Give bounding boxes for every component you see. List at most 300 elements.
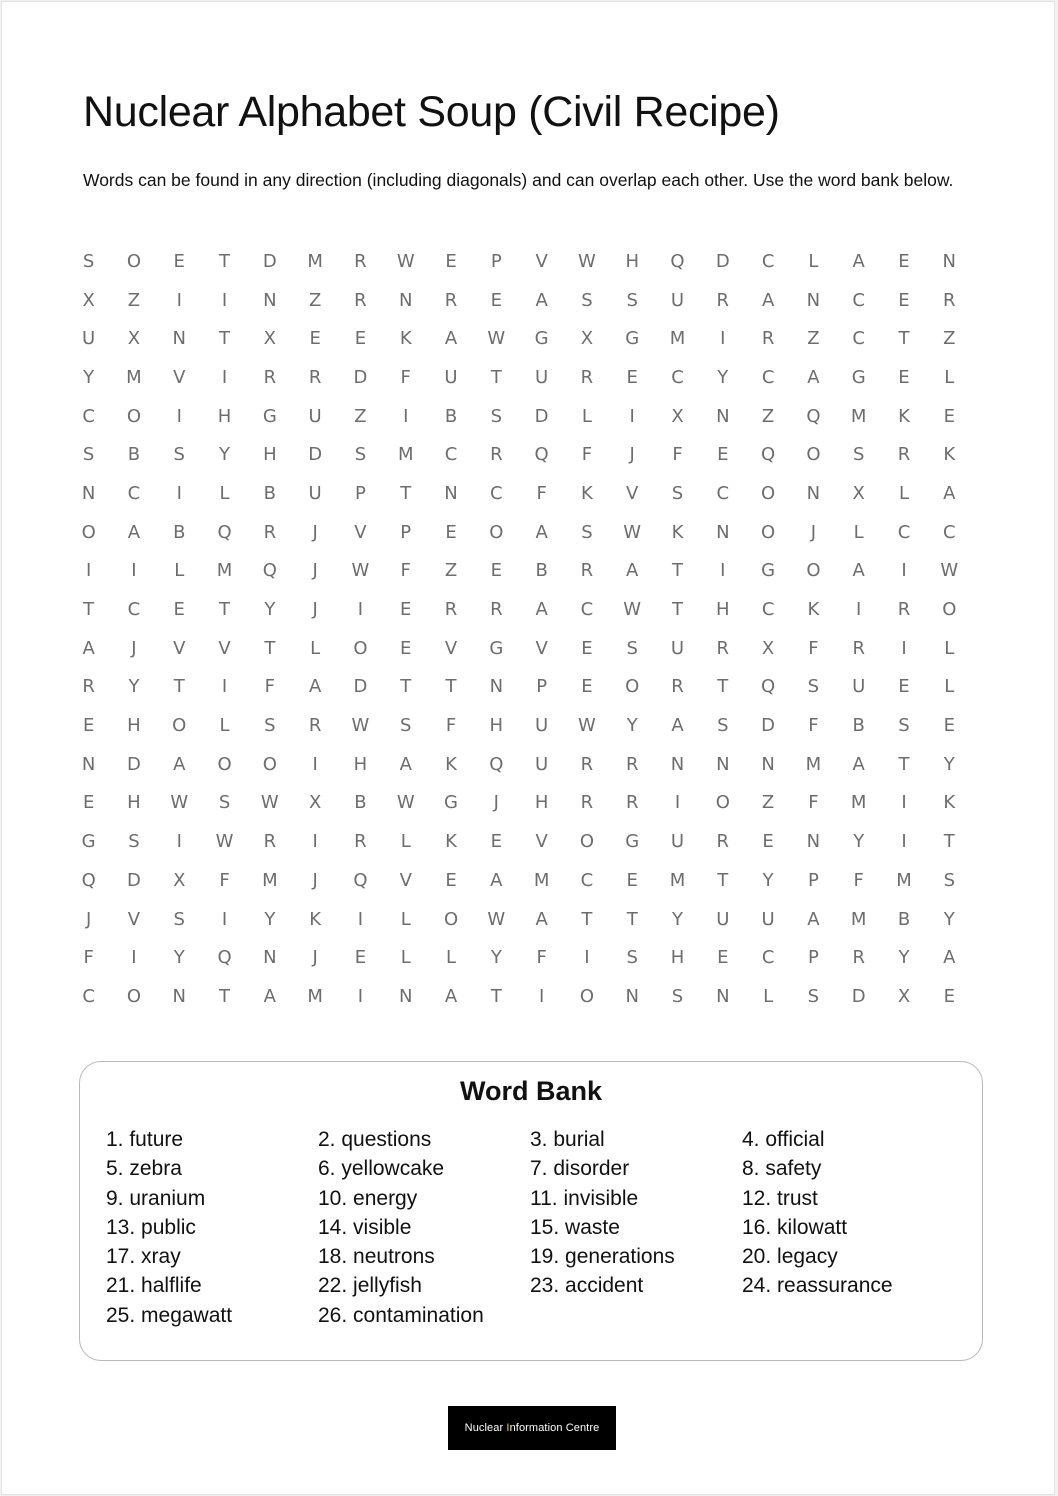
grid-letter: W [260, 792, 279, 814]
grid-letter: E [82, 715, 95, 737]
grid-letter: R [354, 289, 367, 311]
grid-letter: A [490, 869, 503, 891]
grid-letter: S [82, 250, 95, 272]
grid-letter: M [533, 869, 550, 891]
grid-letter: D [851, 985, 866, 1007]
grid-letter: H [263, 444, 277, 466]
grid-letter: V [399, 869, 412, 891]
grid-letter: I [629, 405, 635, 427]
grid-letter: F [400, 560, 411, 582]
grid-letter: N [263, 289, 277, 311]
grid-letter: H [353, 753, 368, 775]
grid-letter: S [626, 947, 638, 969]
grid-letter: E [490, 289, 502, 311]
grid-letter: E [898, 366, 910, 388]
grid-letter: O [126, 985, 142, 1007]
grid-letter: I [720, 560, 726, 582]
grid-letter: S [898, 715, 910, 737]
grid-letter: N [263, 947, 277, 969]
grid-letter: Y [490, 947, 502, 969]
grid-letter: Y [672, 908, 683, 930]
grid-letter: N [489, 676, 504, 698]
grid-letter: S [128, 831, 140, 853]
grid-letter: U [444, 366, 458, 388]
grid-letter: N [806, 482, 821, 504]
grid-letter: O [579, 831, 594, 853]
grid-letter: F [219, 869, 230, 891]
grid-letter: A [852, 560, 865, 582]
grid-letter: G [81, 831, 96, 853]
grid-letter: L [944, 676, 955, 698]
grid-letter: I [312, 753, 318, 775]
grid-letter: A [444, 328, 458, 350]
grid-letter: X [671, 405, 684, 427]
word-bank-item: 18. neutrons [318, 1245, 435, 1269]
grid-letter: I [901, 560, 907, 582]
grid-letter: E [490, 831, 502, 853]
word-bank-item: 21. halflife [106, 1274, 202, 1298]
grid-letter: K [898, 405, 910, 427]
grid-letter: E [445, 250, 457, 272]
grid-letter: Y [264, 599, 276, 621]
grid-letter: R [671, 676, 684, 698]
grid-letter: I [357, 908, 364, 930]
grid-letter: B [444, 405, 458, 427]
grid-letter: S [490, 405, 503, 427]
grid-letter: R [943, 289, 956, 311]
grid-letter: E [445, 869, 457, 891]
grid-letter: R [716, 289, 730, 311]
grid-letter: I [720, 328, 726, 350]
grid-letter: S [581, 289, 593, 311]
grid-letter: A [807, 908, 820, 930]
grid-letter: A [852, 250, 865, 272]
grid-letter: I [538, 985, 545, 1007]
grid-letter: U [670, 637, 685, 659]
grid-letter: W [940, 560, 959, 582]
word-bank-item: 26. contamination [318, 1303, 484, 1327]
grid-letter: G [851, 366, 866, 388]
grid-letter: R [82, 676, 95, 698]
word-bank-item: 16. kilowatt [742, 1215, 848, 1239]
grid-letter: K [671, 521, 684, 543]
grid-letter: D [534, 405, 549, 427]
grid-letter: I [312, 831, 318, 853]
grid-letter: U [535, 715, 549, 737]
grid-letter: I [357, 985, 364, 1007]
grid-letter: N [806, 289, 821, 311]
grid-letter: U [852, 676, 866, 698]
grid-letter: A [671, 715, 684, 737]
grid-letter: R [761, 328, 775, 350]
grid-letter: O [443, 908, 459, 930]
grid-letter: A [173, 753, 186, 775]
grid-letter: Q [353, 869, 368, 891]
grid-letter: H [670, 947, 685, 969]
grid-letter: T [490, 985, 502, 1007]
grid-letter: O [353, 637, 368, 659]
grid-letter: E [173, 250, 185, 272]
grid-letter: W [623, 599, 642, 621]
grid-letter: M [850, 792, 867, 814]
grid-letter: P [536, 676, 548, 698]
word-bank-item: 2. questions [318, 1128, 432, 1151]
grid-letter: W [487, 328, 506, 350]
grid-letter: A [444, 985, 458, 1007]
grid-letter: N [172, 328, 186, 350]
grid-letter: R [308, 366, 322, 388]
grid-letter: B [127, 444, 141, 466]
grid-letter: H [625, 250, 639, 272]
grid-letter: G [761, 560, 776, 582]
grid-letter: T [898, 328, 910, 350]
grid-letter: F [400, 366, 411, 388]
grid-letter: B [263, 482, 277, 504]
grid-letter: O [761, 482, 776, 504]
grid-letter: D [353, 366, 368, 388]
grid-letter: O [217, 753, 232, 775]
grid-letter: Y [717, 366, 729, 388]
grid-letter: I [221, 289, 228, 311]
grid-letter: F [581, 444, 593, 466]
grid-letter: R [580, 792, 594, 814]
grid-letter: J [312, 947, 318, 969]
grid-letter: H [127, 792, 141, 814]
grid-letter: S [264, 715, 276, 737]
grid-letter: O [806, 560, 821, 582]
grid-letter: R [625, 792, 639, 814]
word-bank-panel [79, 1061, 983, 1361]
grid-letter: K [445, 831, 457, 853]
grid-letter: X [127, 328, 141, 350]
grid-letter: J [131, 637, 137, 659]
grid-letter: T [173, 676, 185, 698]
grid-letter: X [580, 328, 594, 350]
grid-letter: P [400, 521, 412, 543]
grid-letter: I [85, 560, 92, 582]
grid-letter: D [262, 250, 277, 272]
grid-letter: O [126, 405, 142, 427]
word-bank-item: 17. xray [106, 1245, 181, 1269]
grid-letter: S [626, 289, 638, 311]
grid-letter: F [536, 947, 547, 969]
grid-letter: S [852, 444, 865, 466]
grid-letter: Q [262, 560, 277, 582]
grid-letter: U [670, 289, 685, 311]
grid-letter: T [400, 482, 412, 504]
grid-letter: J [312, 869, 318, 891]
grid-letter: E [898, 289, 910, 311]
grid-letter: L [763, 985, 774, 1007]
word-bank-item: 15. waste [530, 1215, 620, 1239]
grid-letter: E [717, 444, 729, 466]
grid-letter: E [400, 637, 412, 659]
grid-letter: H [127, 715, 141, 737]
grid-letter: L [944, 637, 955, 659]
grid-letter: K [943, 444, 956, 466]
grid-letter: N [942, 250, 957, 272]
grid-letter: M [307, 250, 323, 272]
grid-letter: A [535, 599, 548, 621]
grid-letter: W [351, 715, 370, 737]
grid-letter: J [312, 599, 318, 621]
grid-letter: S [354, 444, 367, 466]
grid-letter: U [761, 908, 775, 930]
word-search-grid [66, 242, 972, 1016]
grid-letter: Q [534, 444, 549, 466]
grid-letter: I [176, 482, 182, 504]
grid-letter: V [218, 637, 231, 659]
word-bank-item: 4. official [742, 1128, 825, 1151]
grid-letter: V [444, 637, 458, 659]
grid-letter: Z [943, 328, 956, 350]
grid-letter: T [898, 753, 910, 775]
grid-letter: E [626, 869, 638, 891]
grid-letter: X [263, 328, 276, 350]
grid-letter: H [534, 792, 549, 814]
grid-letter: N [625, 985, 639, 1007]
grid-letter: M [397, 444, 414, 466]
grid-letter: A [399, 753, 412, 775]
grid-letter: W [623, 521, 642, 543]
grid-letter: R [444, 289, 458, 311]
grid-letter: B [852, 715, 865, 737]
grid-letter: G [625, 831, 640, 853]
grid-letter: C [580, 869, 594, 891]
grid-letter: O [262, 753, 277, 775]
grid-letter: T [672, 560, 683, 582]
grid-letter: R [852, 637, 865, 659]
grid-letter: D [715, 250, 730, 272]
grid-letter: J [312, 560, 318, 582]
grid-letter: J [85, 908, 92, 930]
grid-letter: N [81, 753, 96, 775]
grid-letter: T [219, 599, 231, 621]
grid-letter: Y [762, 869, 774, 891]
grid-letter: N [81, 482, 96, 504]
grid-letter: L [446, 947, 457, 969]
logo-text [465, 1422, 600, 1434]
grid-letter: K [399, 328, 412, 350]
grid-letter: I [176, 405, 182, 427]
grid-letter: X [173, 869, 186, 891]
grid-letter: A [943, 482, 956, 504]
grid-letter: V [626, 482, 639, 504]
grid-letter: P [490, 250, 502, 272]
grid-letter: J [629, 444, 635, 466]
grid-letter: Y [943, 908, 955, 930]
word-bank-item: 12. trust [742, 1186, 818, 1210]
grid-letter: V [173, 637, 186, 659]
grid-letter: Y [626, 715, 638, 737]
grid-letter: A [535, 521, 548, 543]
grid-letter: E [762, 831, 774, 853]
grid-letter: E [943, 715, 955, 737]
grid-letter: E [717, 947, 729, 969]
grid-letter: V [127, 908, 141, 930]
grid-letter: V [535, 250, 548, 272]
grid-letter: B [897, 908, 911, 930]
grid-letter: Q [217, 521, 232, 543]
grid-letter: C [897, 521, 911, 543]
grid-letter: L [400, 947, 411, 969]
grid-letter: R [263, 831, 277, 853]
page-title: Nuclear Alphabet Soup (Civil Recipe) [83, 88, 780, 136]
grid-letter: T [672, 599, 683, 621]
grid-letter: H [716, 599, 730, 621]
instructions-text: Words can be found in any direction (including diagonals) and can overlap each other. Use the word bank below. [83, 170, 954, 190]
grid-letter: R [897, 599, 911, 621]
grid-letter: U [535, 753, 549, 775]
grid-letter: I [856, 599, 862, 621]
grid-letter: O [579, 985, 594, 1007]
grid-letter: F [445, 715, 457, 737]
grid-letter: T [943, 831, 955, 853]
logo-text-end: nformation Centre [509, 1422, 600, 1434]
grid-letter: B [173, 521, 186, 543]
grid-letter: O [715, 792, 730, 814]
logo-text-start: Nuclear [464, 1422, 507, 1434]
grid-letter: Y [128, 676, 140, 698]
grid-letter: E [173, 599, 185, 621]
grid-letter: J [810, 521, 817, 543]
grid-letter: F [808, 637, 819, 659]
word-bank-item: 19. generations [530, 1245, 675, 1269]
grid-letter: A [852, 753, 865, 775]
grid-letter: C [580, 599, 594, 621]
grid-letter: W [351, 560, 370, 582]
grid-letter: I [584, 947, 590, 969]
grid-letter: K [581, 482, 593, 504]
grid-letter: T [219, 985, 231, 1007]
grid-letter: Z [761, 792, 775, 814]
grid-letter: Q [761, 444, 776, 466]
grid-letter: N [716, 521, 730, 543]
grid-letter: Q [806, 405, 821, 427]
grid-letter: U [535, 366, 549, 388]
grid-letter: U [308, 405, 322, 427]
grid-letter: I [674, 792, 681, 814]
grid-letter: B [535, 560, 548, 582]
grid-letter: B [354, 792, 367, 814]
grid-letter: F [672, 444, 683, 466]
word-bank-item: 25. megawatt [106, 1303, 233, 1327]
grid-letter: N [806, 831, 821, 853]
grid-letter: N [444, 482, 458, 504]
grid-letter: C [761, 947, 775, 969]
grid-letter: Z [807, 328, 820, 350]
word-bank-item: 23. accident [530, 1274, 644, 1298]
grid-letter: R [716, 831, 730, 853]
grid-letter: Q [489, 753, 504, 775]
grid-letter: C [82, 405, 95, 427]
grid-letter: G [262, 405, 277, 427]
grid-letter: K [309, 908, 322, 930]
grid-letter: S [173, 444, 185, 466]
grid-letter: S [807, 676, 820, 698]
grid-letter: W [578, 715, 596, 737]
grid-letter: T [581, 908, 593, 930]
grid-letter: R [354, 250, 367, 272]
grid-letter: N [398, 985, 413, 1007]
grid-letter: P [807, 869, 819, 891]
grid-letter: T [400, 676, 412, 698]
word-bank-item: 6. yellowcake [318, 1157, 445, 1181]
grid-letter: D [127, 869, 141, 891]
grid-letter: W [170, 792, 189, 814]
grid-letter: Q [670, 250, 685, 272]
grid-letter: R [444, 599, 458, 621]
grid-letter: M [669, 869, 686, 891]
word-bank-item: 13. public [106, 1215, 196, 1239]
grid-letter: N [716, 985, 730, 1007]
grid-letter: O [172, 715, 187, 737]
grid-letter: K [943, 792, 956, 814]
grid-letter: R [897, 444, 911, 466]
grid-letter: M [850, 908, 867, 930]
grid-letter: H [489, 715, 504, 737]
grid-letter: L [808, 250, 819, 272]
grid-letter: X [897, 985, 911, 1007]
grid-letter: S [218, 792, 231, 814]
grid-letter: N [716, 753, 730, 775]
grid-letter: F [536, 482, 547, 504]
grid-letter: P [807, 947, 819, 969]
grid-letter: E [445, 521, 457, 543]
grid-letter: L [310, 637, 321, 659]
grid-letter: V [354, 521, 367, 543]
grid-letter: W [487, 908, 506, 930]
grid-letter: U [82, 328, 96, 350]
grid-letter: Q [217, 947, 232, 969]
word-bank-item: 1. future [106, 1128, 184, 1151]
grid-letter: M [805, 753, 822, 775]
grid-letter: R [716, 637, 730, 659]
grid-letter: S [626, 637, 638, 659]
grid-letter: T [219, 250, 231, 272]
grid-letter: G [489, 637, 504, 659]
grid-letter: L [400, 831, 411, 853]
grid-letter: I [357, 599, 364, 621]
grid-letter: R [580, 366, 594, 388]
grid-letter: C [943, 521, 956, 543]
grid-letter: T [490, 366, 502, 388]
grid-letter: E [309, 328, 321, 350]
grid-letter: Q [761, 676, 776, 698]
word-bank-item: 20. legacy [742, 1245, 838, 1269]
grid-letter: N [761, 753, 775, 775]
word-bank-title: Word Bank [459, 1076, 602, 1106]
grid-letter: Z [444, 560, 458, 582]
logo-text-accent: I [506, 1422, 510, 1434]
grid-letter: M [216, 560, 233, 582]
grid-letter: D [308, 444, 323, 466]
grid-letter: X [852, 482, 865, 504]
grid-letter: Y [173, 947, 185, 969]
grid-letter: A [308, 676, 322, 698]
grid-letter: E [490, 560, 502, 582]
grid-letter: I [901, 637, 907, 659]
grid-letter: M [896, 869, 912, 891]
grid-letter: J [312, 521, 318, 543]
grid-letter: E [898, 250, 910, 272]
grid-letter: F [808, 792, 819, 814]
grid-letter: M [669, 328, 686, 350]
grid-letter: C [127, 599, 141, 621]
grid-letter: T [445, 676, 457, 698]
grid-letter: Z [127, 289, 141, 311]
grid-letter: F [83, 947, 94, 969]
